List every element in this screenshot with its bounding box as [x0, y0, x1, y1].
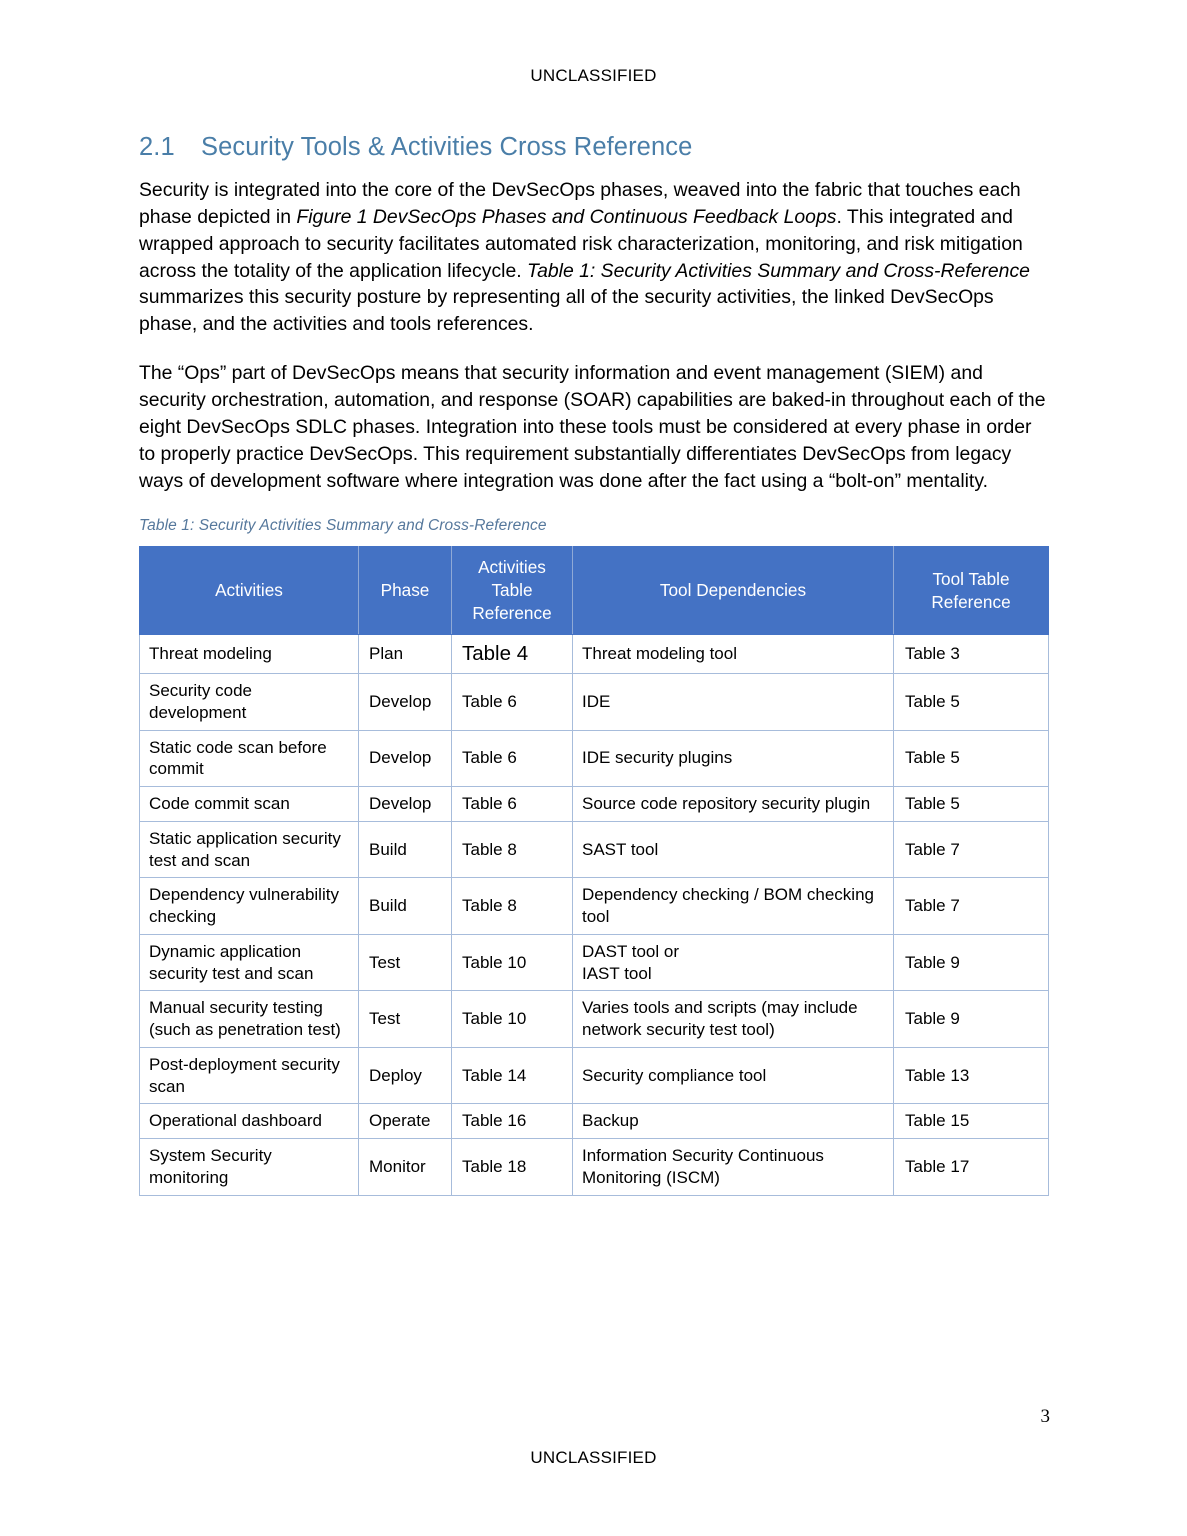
cell-phase: Plan [359, 634, 452, 673]
cell-tool-dependencies: SAST tool [573, 821, 894, 878]
cell-activity: Threat modeling [140, 634, 359, 673]
column-header-activities [140, 547, 359, 635]
cell-tool-dependencies: Varies tools and scripts (may include network security test tool) [573, 991, 894, 1048]
cell-activity: System Security monitoring [140, 1139, 359, 1196]
table-row [140, 934, 1049, 991]
cell-activities-table-reference: Table 6 [452, 674, 573, 731]
column-header-actref-line-3: Reference [472, 603, 552, 623]
table-row [140, 1047, 1049, 1104]
cell-tool-dependencies: Security compliance tool [573, 1047, 894, 1104]
column-header-tool-dependencies [573, 547, 894, 635]
cell-activities-table-reference: Table 8 [452, 878, 573, 935]
cell-phase: Develop [359, 730, 452, 787]
table-row [140, 787, 1049, 822]
cell-phase: Test [359, 991, 452, 1048]
paragraph-1-part-c: summarizes this security posture by representing all of the security activities, the linked DevSecOps phase, and the activities and tools references. [139, 286, 994, 336]
column-header-tool-line-1: Tool Dependencies [659, 580, 807, 601]
security-activities-table [139, 546, 1049, 1195]
cell-tool-dependencies: Information Security Continuous Monitoring (ISCM) [573, 1139, 894, 1196]
section-heading [139, 132, 1049, 163]
section-number: 2.1 [139, 133, 175, 161]
cell-activity: Dependency vulnerability checking [140, 878, 359, 935]
cell-tool-dependencies: IDE [573, 674, 894, 731]
column-header-actref-line-1: Activities [478, 557, 546, 578]
page-number: 3 [1040, 1406, 1050, 1427]
column-header-toolref-line-2: Reference [931, 591, 1011, 612]
cell-tool-table-reference: Table 5 [894, 730, 1049, 787]
cell-activities-table-reference: Table 6 [452, 730, 573, 787]
cell-tool-table-reference: Table 7 [894, 878, 1049, 935]
cell-phase: Develop [359, 674, 452, 731]
cell-activities-table-reference: Table 8 [452, 821, 573, 878]
cell-phase: Develop [359, 787, 452, 822]
section-title: Security Tools & Activities Cross Reference [201, 133, 693, 161]
cell-tool-table-reference: Table 9 [894, 991, 1049, 1048]
column-header-actref-line-2: Table [491, 580, 533, 601]
cell-tool-table-reference: Table 5 [894, 787, 1049, 822]
cell-activities-table-reference: Table 4 [452, 634, 573, 673]
table-caption: Table 1: Security Activities Summary and Cross-Reference [139, 517, 547, 535]
cell-activities-table-reference: Table 10 [452, 934, 573, 991]
table-1-reference: Table 1: Security Activities Summary and Cross-Reference [527, 259, 1030, 282]
cell-activity: Static code scan before commit [140, 730, 359, 787]
cell-activity: Operational dashboard [140, 1104, 359, 1139]
table-row [140, 674, 1049, 731]
cell-tool-table-reference: Table 9 [894, 934, 1049, 991]
paragraph-2: The “Ops” part of DevSecOps means that security information and event management (SIEM) and security orchestration, automation, and response (SOAR) capabilities are baked-in throughout each of the eight DevSecOps SDLC phases. Integration into these tools must be considered at every phase in order to properly practice DevSecOps. This requirement substantially differentiates DevSecOps from legacy ways of development software where integration was done after the fact using a “bolt-on” mentality. [139, 362, 1046, 493]
cell-activity: Post-deployment security scan [140, 1047, 359, 1104]
cell-tool-dependencies: IDE security plugins [573, 730, 894, 787]
classification-header: UNCLASSIFIED [530, 66, 657, 85]
table-row [140, 730, 1049, 787]
table-row [140, 878, 1049, 935]
page-content [139, 132, 1049, 1196]
column-header-phase-line-1: Phase [380, 580, 430, 601]
cell-activity: Manual security testing (such as penetration test) [140, 991, 359, 1048]
cell-tool-table-reference: Table 17 [894, 1139, 1049, 1196]
cell-tool-dependencies: DAST tool or IAST tool [573, 934, 894, 991]
cell-activity: Dynamic application security test and scan [140, 934, 359, 991]
cell-tool-table-reference: Table 15 [894, 1104, 1049, 1139]
table-header [140, 547, 1049, 635]
cell-activity: Code commit scan [140, 787, 359, 822]
cell-tool-dependencies: Threat modeling tool [573, 634, 894, 673]
paragraph-1-part-b: . This integrated and wrapped approach to security facilitates automated risk characterization, monitoring, and risk mitigation across the totality of the application lifecycle. [139, 205, 1023, 282]
table-row [140, 821, 1049, 878]
column-header-activities-line-1: Activities [215, 580, 283, 601]
table-header-row [140, 547, 1049, 635]
cell-phase: Monitor [359, 1139, 452, 1196]
cell-tool-table-reference: Table 5 [894, 674, 1049, 731]
cell-activities-table-reference: Table 14 [452, 1047, 573, 1104]
cell-tool-table-reference: Table 7 [894, 821, 1049, 878]
column-header-tool-table-reference [894, 547, 1049, 635]
column-header-toolref-line-1: Tool Table [932, 568, 1010, 589]
cell-activity: Security code development [140, 674, 359, 731]
cell-tool-dependencies: Dependency checking / BOM checking tool [573, 878, 894, 935]
cell-phase: Operate [359, 1104, 452, 1139]
table-body [140, 634, 1049, 1195]
cell-tool-table-reference: Table 3 [894, 634, 1049, 673]
cell-tool-dependencies: Source code repository security plugin [573, 787, 894, 822]
table-row [140, 634, 1049, 673]
cell-activity: Static application security test and scan [140, 821, 359, 878]
cell-activities-table-reference: Table 6 [452, 787, 573, 822]
cell-tool-table-reference: Table 13 [894, 1047, 1049, 1104]
table-row [140, 1139, 1049, 1196]
column-header-phase [359, 547, 452, 635]
cell-tool-dependencies: Backup [573, 1104, 894, 1139]
cell-phase: Build [359, 821, 452, 878]
cell-activities-table-reference: Table 18 [452, 1139, 573, 1196]
figure-1-reference: Figure 1 DevSecOps Phases and Continuous Feedback Loops [296, 205, 837, 228]
cell-phase: Deploy [359, 1047, 452, 1104]
paragraph-1-part-a: Security is integrated into the core of the DevSecOps phases, weaved into the fabric that touches each phase depicted in [139, 178, 1021, 228]
cell-phase: Build [359, 878, 452, 935]
cell-activities-table-reference: Table 10 [452, 991, 573, 1048]
column-header-activities-table-reference [452, 547, 573, 635]
cell-phase: Test [359, 934, 452, 991]
table-row [140, 991, 1049, 1048]
classification-footer: UNCLASSIFIED [530, 1448, 657, 1467]
cell-activities-table-reference: Table 16 [452, 1104, 573, 1139]
paragraph-1 [139, 177, 1049, 339]
table-row [140, 1104, 1049, 1139]
